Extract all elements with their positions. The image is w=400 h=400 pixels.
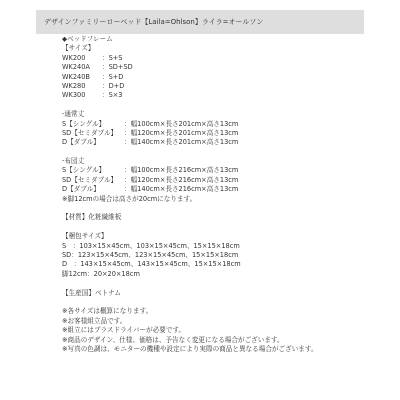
- spacer: [62, 223, 362, 232]
- size-heading: 【サイズ】: [62, 44, 95, 53]
- normal-size-row: [62, 129, 362, 138]
- spacer: [62, 148, 362, 157]
- model-code: WK200: [62, 53, 86, 62]
- futon-size-row: [62, 166, 362, 175]
- material-line: 【材質】化粧繊維板: [62, 213, 122, 222]
- bed-frame-heading: ◆ベッドフレーム: [62, 35, 113, 43]
- size-name: S【シングル】: [62, 119, 106, 128]
- model-code: WK280: [62, 81, 86, 90]
- spacer: [62, 101, 362, 110]
- size-dims: ：幅140cm×長さ201cm×高さ13cm: [124, 138, 239, 147]
- note-line: ※お客様組立品です。: [62, 316, 127, 325]
- size-name: D【ダブル】: [62, 185, 100, 194]
- model-desc: ：D+D: [102, 81, 125, 90]
- note-line: ※写真の色調は、モニターの機種や設定により実際の商品と異なる場合がございます。: [62, 344, 318, 353]
- model-row: [62, 54, 362, 63]
- spec-content: [62, 35, 362, 354]
- model-row: [62, 73, 362, 82]
- package-row: SD：123×15×45cm、123×15×45cm、15×15×18cm: [62, 250, 239, 259]
- spacer: [62, 204, 362, 213]
- size-name: D【ダブル】: [62, 138, 100, 147]
- normal-size-row: [62, 120, 362, 129]
- size-dims: ：幅100cm×長さ216cm×高さ13cm: [124, 166, 239, 175]
- normal-length-heading: -通常丈: [62, 110, 85, 119]
- leg-note: ※脚12cmの場合は高さが20cmになります。: [62, 194, 197, 203]
- origin-line: 【生産国】ベトナム: [62, 288, 122, 297]
- model-desc: ：S×3: [102, 91, 123, 100]
- size-dims: ：幅120cm×長さ216cm×高さ13cm: [124, 175, 239, 184]
- size-name: SD【セミダブル】: [62, 128, 118, 137]
- futon-length-heading: -布団丈: [62, 157, 85, 166]
- model-desc: ：S+D: [102, 72, 124, 81]
- size-dims: ：幅140cm×長さ216cm×高さ13cm: [124, 185, 239, 194]
- model-code: WK240A: [62, 63, 90, 72]
- size-dims: ：幅120cm×長さ201cm×高さ13cm: [124, 128, 239, 137]
- model-code: WK240B: [62, 72, 90, 81]
- model-row: [62, 91, 362, 100]
- model-desc: ：SD+SD: [102, 63, 133, 72]
- note-line: ※組立にはプラスドライバーが必要です。: [62, 326, 186, 335]
- package-heading: 【梱包サイズ】: [62, 232, 108, 241]
- model-desc: ：S+S: [102, 53, 123, 62]
- package-row: 脚12cm：20×20×18cm: [62, 269, 140, 278]
- package-row: S ：103×15×45cm、103×15×45cm、15×15×18cm: [62, 241, 240, 250]
- model-code: WK300: [62, 91, 86, 100]
- page-title: デザインファミリーローベッド【Laila=Ohlson】ライラ=オールソン: [44, 18, 264, 26]
- spacer: [62, 298, 362, 307]
- note-line: ※各サイズは概算になります。: [62, 307, 153, 316]
- futon-size-row: [62, 185, 362, 194]
- size-dims: ：幅100cm×長さ201cm×高さ13cm: [124, 119, 239, 128]
- size-name: SD【セミダブル】: [62, 175, 118, 184]
- size-name: S【シングル】: [62, 166, 106, 175]
- spacer: [62, 279, 362, 288]
- model-row: [62, 82, 362, 91]
- model-row: [62, 63, 362, 72]
- note-line: ※商品のデザイン、仕様、価格は、予告なく変更になる場合がございます。: [62, 335, 284, 344]
- package-row: D ：143×15×45cm、143×15×45cm、15×15×18cm: [62, 260, 241, 269]
- title-bar: [36, 10, 364, 34]
- normal-size-row: [62, 138, 362, 147]
- futon-size-row: [62, 176, 362, 185]
